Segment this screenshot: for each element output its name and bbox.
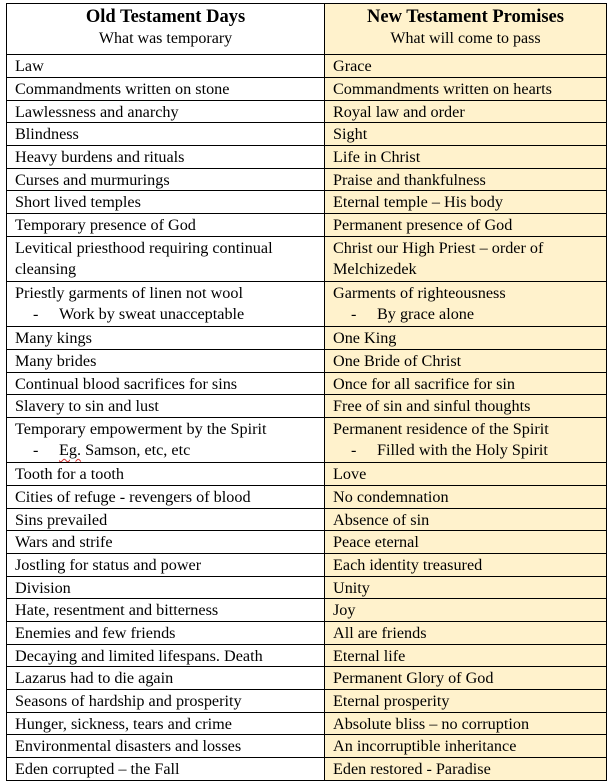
new-line: Christ our High Priest – order of (333, 239, 544, 257)
table-row (7, 553, 606, 576)
table-row (7, 326, 606, 349)
new-line: Garments of righteousness (333, 284, 506, 302)
new-cell: Eternal prosperity (325, 690, 606, 712)
new-cell: Life in Christ (325, 146, 606, 168)
old-cell (7, 237, 325, 281)
new-bullet-text: By grace alone (377, 304, 475, 323)
table-row (7, 145, 606, 168)
new-bullet-item (333, 304, 606, 325)
comparison-table (6, 3, 607, 781)
new-bullet-text: Filled with the Holy Spirit (377, 440, 548, 459)
table-row (7, 168, 606, 190)
old-bullet-item (15, 440, 324, 461)
old-cell: Tooth for a tooth (7, 463, 325, 485)
table-row (7, 372, 606, 394)
old-cell: Law (7, 55, 325, 77)
table-row (7, 122, 606, 145)
old-cell: Hunger, sickness, tears and crime (7, 713, 325, 734)
old-cell: Many brides (7, 350, 325, 372)
old-cell: Seasons of hardship and prosperity (7, 690, 325, 712)
bullet-dash: - (351, 440, 357, 459)
table-row (7, 349, 606, 372)
old-cell (7, 418, 325, 462)
old-cell: Cities of refuge - revengers of blood (7, 486, 325, 508)
old-testament-subtitle: What was temporary (98, 30, 233, 47)
new-cell: Sight (325, 123, 606, 145)
new-cell: An incorruptible inheritance (325, 735, 606, 757)
new-cell: Free of sin and sinful thoughts (325, 395, 606, 417)
old-cell: Sins prevailed (7, 509, 325, 530)
old-bullet-item (15, 304, 324, 325)
old-cell: Lazarus had to die again (7, 667, 325, 689)
new-cell: Eden restored - Paradise (325, 758, 606, 780)
new-cell: Praise and thankfulness (325, 169, 606, 190)
table-row (7, 394, 606, 417)
old-cell: Curses and murmurings (7, 169, 325, 190)
new-cell: All are friends (325, 622, 606, 644)
table-row (7, 190, 606, 213)
old-cell: Temporary presence of God (7, 214, 325, 236)
old-cell (7, 282, 325, 326)
new-cell: Love (325, 463, 606, 485)
new-cell: Royal law and order (325, 101, 606, 122)
table-row (7, 712, 606, 734)
new-cell: Commandments written on hearts (325, 78, 606, 100)
table-row (7, 644, 606, 666)
old-cell: Hate, resentment and bitterness (7, 599, 325, 621)
old-testament-header (7, 4, 325, 54)
bullet-dash: - (33, 440, 39, 459)
bullet-dash: - (351, 304, 357, 323)
table-row (7, 757, 606, 780)
old-testament-title: Old Testament Days (85, 7, 246, 27)
table-row (7, 54, 606, 77)
table-row (7, 417, 606, 462)
table-row (7, 236, 606, 281)
old-line: cleansing (15, 259, 77, 278)
new-cell: Absence of sin (325, 509, 606, 530)
table-row (7, 281, 606, 326)
new-cell (325, 237, 606, 281)
old-cell: Wars and strife (7, 531, 325, 553)
new-cell: Peace eternal (325, 531, 606, 553)
table-row (7, 734, 606, 757)
old-line: Priestly garments of linen not wool (15, 284, 243, 302)
table-row (7, 213, 606, 236)
new-cell: Once for all sacrifice for sin (325, 373, 606, 394)
new-cell: Eternal temple – His body (325, 191, 606, 213)
table-row (7, 100, 606, 122)
old-line: Temporary empowerment by the Spirit (15, 420, 267, 438)
new-testament-header (325, 4, 606, 54)
table-row (7, 485, 606, 508)
new-cell: One Bride of Christ (325, 350, 606, 372)
table-row (7, 689, 606, 712)
table-row (7, 666, 606, 689)
new-cell: One King (325, 327, 606, 349)
old-line: Levitical priesthood requiring continual (15, 239, 273, 257)
old-cell: Jostling for status and power (7, 554, 325, 576)
new-cell: Eternal life (325, 645, 606, 666)
new-cell: Permanent Glory of God (325, 667, 606, 689)
old-cell: Commandments written on stone (7, 78, 325, 100)
table-row (7, 576, 606, 598)
bullet-dash: - (33, 304, 39, 323)
old-cell: Lawlessness and anarchy (7, 101, 325, 122)
old-cell: Continual blood sacrifices for sins (7, 373, 325, 394)
old-cell: Slavery to sin and lust (7, 395, 325, 417)
new-testament-subtitle: What will come to pass (390, 30, 541, 47)
new-cell (325, 418, 606, 462)
old-cell: Short lived temples (7, 191, 325, 213)
old-bullet-text: Work by sweat unacceptable (59, 304, 245, 323)
new-line: Melchizedek (333, 259, 417, 278)
new-cell (325, 282, 606, 326)
new-cell: Unity (325, 577, 606, 598)
table-row (7, 508, 606, 530)
old-cell: Many kings (7, 327, 325, 349)
old-cell: Heavy burdens and rituals (7, 146, 325, 168)
new-line: Permanent residence of the Spirit (333, 420, 549, 438)
new-bullet-item (333, 440, 606, 461)
table-row (7, 621, 606, 644)
table-row (7, 530, 606, 553)
table-row (7, 462, 606, 485)
table-row (7, 77, 606, 100)
new-cell: Permanent presence of God (325, 214, 606, 236)
old-bullet-word: Eg. (59, 440, 82, 459)
old-cell: Environmental disasters and losses (7, 735, 325, 757)
old-bullet-text: Samson, etc, etc (81, 440, 191, 459)
old-cell: Enemies and few friends (7, 622, 325, 644)
old-cell: Blindness (7, 123, 325, 145)
table-header-row (7, 4, 606, 54)
old-cell: Decaying and limited lifespans. Death (7, 645, 325, 666)
new-cell: Each identity treasured (325, 554, 606, 576)
table-row (7, 598, 606, 621)
old-cell: Eden corrupted – the Fall (7, 758, 325, 780)
new-cell: Absolute bliss – no corruption (325, 713, 606, 734)
new-cell: Grace (325, 55, 606, 77)
old-cell: Division (7, 577, 325, 598)
new-cell: No condemnation (325, 486, 606, 508)
new-testament-title: New Testament Promises (367, 7, 564, 27)
new-cell: Joy (325, 599, 606, 621)
